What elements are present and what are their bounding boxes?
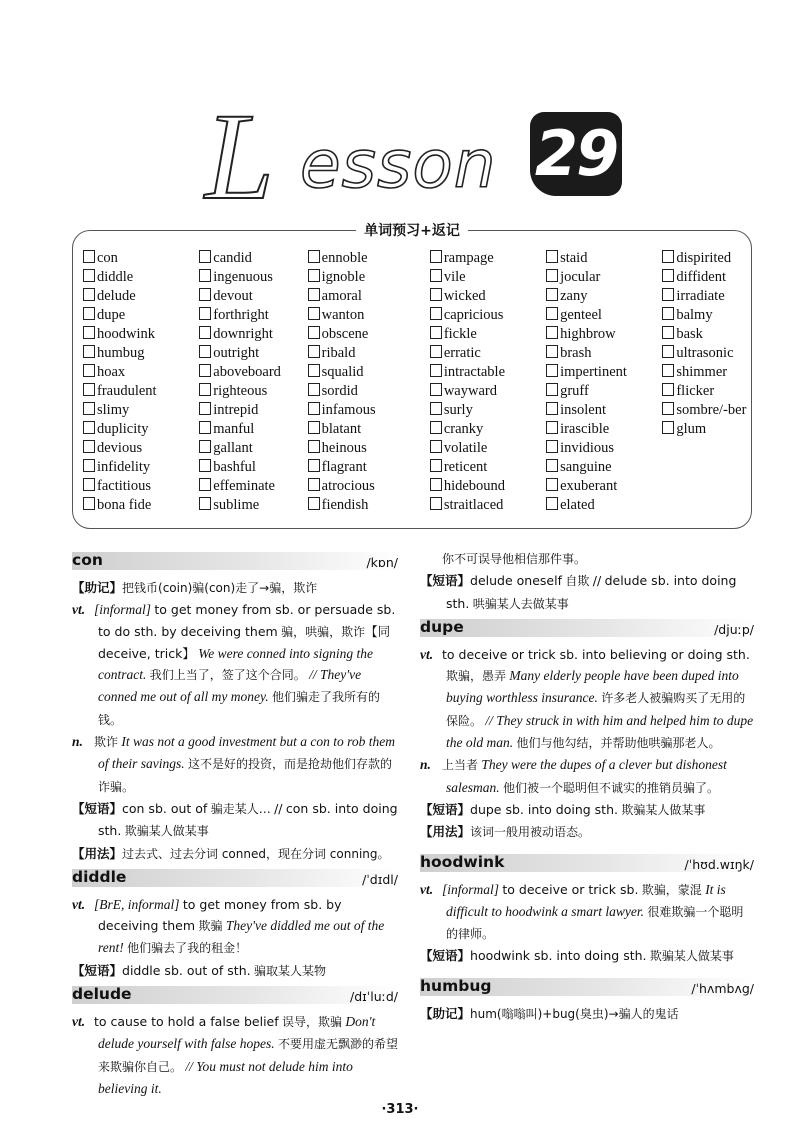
entry-head-humbug — [420, 976, 754, 1001]
phonetic: /djuːp/ — [714, 621, 754, 637]
definition-vt: vt. [informal] to deceive or trick sb. 欺骗，蒙混 It is difficult to hoodwink a smart lawyer. 很难欺骗一个聪明的律师。 — [420, 881, 744, 942]
vocab-checkbox-item[interactable]: exuberant — [546, 477, 662, 496]
vocab-checkbox-item[interactable]: fickle — [430, 325, 546, 344]
phrases: 【短语】con sb. out of 骗走某人… // con sb. into doing sth. 欺骗某人做某事 — [72, 800, 398, 839]
vocab-checkbox-item[interactable]: candid — [199, 249, 307, 268]
vocab-checkbox-item[interactable]: impertinent — [546, 363, 662, 382]
phrases: 【短语】delude oneself 自欺 // delude sb. into doing sth. 哄骗某人去做某事 — [420, 573, 737, 611]
vocab-preview-box — [72, 223, 752, 529]
vocab-checkbox-item[interactable]: humbug — [83, 344, 199, 363]
vocab-checkbox-item[interactable]: dispirited — [662, 249, 751, 268]
vocab-column — [308, 249, 430, 515]
vocab-checkbox-item[interactable]: irascible — [546, 420, 662, 439]
vocab-checkbox-item[interactable]: brash — [546, 344, 662, 363]
vocab-checkbox-item[interactable]: intractable — [430, 363, 546, 382]
vocab-checkbox-item[interactable]: devout — [199, 287, 307, 306]
vocab-checkbox-item[interactable]: irradiate — [662, 287, 751, 306]
vocab-checkbox-item[interactable]: infidelity — [83, 458, 199, 477]
vocab-checkbox-item[interactable]: hoax — [83, 363, 199, 382]
headword: dupe — [420, 617, 464, 636]
vocab-checkbox-item[interactable]: bona fide — [83, 496, 199, 515]
phonetic: /dɪˈluːd/ — [350, 989, 398, 1005]
lesson-title — [205, 88, 625, 225]
vocab-checkbox-item[interactable]: atrocious — [308, 477, 430, 496]
entry-head-dupe — [420, 617, 754, 642]
mnemonic: 【助记】hum(嗡嗡叫)+bug(臭虫)→骗人的鬼话 — [420, 1005, 679, 1021]
vocab-checkbox-item[interactable]: sordid — [308, 382, 430, 401]
vocab-column — [83, 249, 199, 515]
vocab-checkbox-item[interactable]: genteel — [546, 306, 662, 325]
vocab-checkbox-item[interactable]: ultrasonic — [662, 344, 751, 363]
continued-example: 你不可误导他相信那件事。 — [442, 552, 587, 566]
vocab-checkbox-item[interactable]: fiendish — [308, 496, 430, 515]
phonetic: /ˈhʊd.wɪŋk/ — [684, 856, 754, 872]
vocab-heading: 单词预习+返记 — [356, 223, 468, 239]
vocab-checkbox-item[interactable]: shimmer — [662, 363, 751, 382]
vocab-checkbox-item[interactable]: vile — [430, 268, 546, 287]
vocab-checkbox-item[interactable]: flagrant — [308, 458, 430, 477]
entry-head-diddle — [72, 867, 398, 892]
headword: hoodwink — [420, 852, 505, 871]
phonetic: /ˈhʌmbʌg/ — [691, 980, 754, 996]
title-initial: L — [205, 88, 274, 225]
vocab-checkbox-item[interactable]: bask — [662, 325, 751, 344]
vocab-columns — [83, 249, 751, 515]
vocab-checkbox-item[interactable]: rampage — [430, 249, 546, 268]
right-column — [420, 548, 754, 1025]
vocab-checkbox-item[interactable]: manful — [199, 420, 307, 439]
vocab-checkbox-item[interactable]: highbrow — [546, 325, 662, 344]
vocab-checkbox-item[interactable]: hoodwink — [83, 325, 199, 344]
headword: delude — [72, 985, 132, 1004]
headword: con — [72, 551, 103, 569]
vocab-checkbox-item[interactable]: ingenuous — [199, 268, 307, 287]
phonetic: /kɒn/ — [366, 555, 398, 570]
vocab-checkbox-item[interactable]: erratic — [430, 344, 546, 363]
vocab-checkbox-item[interactable]: con — [83, 249, 199, 268]
vocab-checkbox-item[interactable]: dupe — [83, 306, 199, 325]
vocab-column — [430, 249, 546, 515]
vocab-checkbox-item[interactable]: intrepid — [199, 401, 307, 420]
vocab-column — [546, 249, 662, 515]
left-column — [72, 548, 398, 1099]
vocab-checkbox-item[interactable]: hidebound — [430, 477, 546, 496]
page-number: ·313· — [381, 1102, 419, 1117]
vocab-checkbox-item[interactable]: capricious — [430, 306, 546, 325]
vocab-checkbox-item[interactable]: blatant — [308, 420, 430, 439]
definition-vt: vt. [BrE, informal] to get money from sb. by deceiving them 欺骗 They've diddled me out of the rent! 他们骗去了我的租金！ — [72, 896, 385, 956]
vocab-checkbox-item[interactable]: ignoble — [308, 268, 430, 287]
vocab-checkbox-item[interactable]: balmy — [662, 306, 751, 325]
headword: diddle — [72, 867, 127, 886]
vocab-checkbox-item[interactable]: straitlaced — [430, 496, 546, 515]
vocab-checkbox-item[interactable]: sanguine — [546, 458, 662, 477]
vocab-checkbox-item[interactable]: aboveboard — [199, 363, 307, 382]
vocab-checkbox-item[interactable]: diddle — [83, 268, 199, 287]
phonetic: /ˈdɪdl/ — [362, 871, 398, 887]
vocab-checkbox-item[interactable]: duplicity — [83, 420, 199, 439]
vocab-checkbox-item[interactable]: wanton — [308, 306, 430, 325]
vocab-column — [662, 249, 751, 515]
vocab-checkbox-item[interactable]: ennoble — [308, 249, 430, 268]
vocab-checkbox-item[interactable]: fraudulent — [83, 382, 199, 401]
vocab-checkbox-item[interactable]: infamous — [308, 401, 430, 420]
vocab-checkbox-item[interactable]: obscene — [308, 325, 430, 344]
vocab-checkbox-item[interactable]: righteous — [199, 382, 307, 401]
vocab-checkbox-item[interactable]: sublime — [199, 496, 307, 515]
vocab-checkbox-item[interactable]: insolent — [546, 401, 662, 420]
vocab-checkbox-item[interactable]: glum — [662, 420, 751, 439]
vocab-checkbox-item[interactable]: outright — [199, 344, 307, 363]
vocab-checkbox-item[interactable]: effeminate — [199, 477, 307, 496]
vocab-column — [199, 249, 307, 515]
vocab-checkbox-item[interactable]: devious — [83, 439, 199, 458]
vocab-checkbox-item[interactable]: bashful — [199, 458, 307, 477]
vocab-checkbox-item[interactable]: invidious — [546, 439, 662, 458]
vocab-checkbox-item[interactable]: amoral — [308, 287, 430, 306]
vocab-checkbox-item[interactable]: staid — [546, 249, 662, 268]
phrases: 【短语】dupe sb. into doing sth. 欺骗某人做某事 — [420, 801, 706, 817]
vocab-checkbox-item[interactable]: flicker — [662, 382, 751, 401]
vocab-checkbox-item[interactable]: elated — [546, 496, 662, 515]
vocab-checkbox-item[interactable]: jocular — [546, 268, 662, 287]
entry-head-delude — [72, 984, 398, 1009]
vocab-checkbox-item[interactable]: sombre/-ber — [662, 401, 751, 420]
usage: 【用法】该词一般用被动语态。 — [420, 824, 591, 840]
vocab-checkbox-item[interactable]: gallant — [199, 439, 307, 458]
vocab-checkbox-item[interactable]: forthright — [199, 306, 307, 325]
definition-vt: vt. [informal] to get money from sb. or persuade sb. to do sth. by deceiving them 骗，哄骗，欺诈【同 deceive, trick】 We were conned into signing the contract. 我们上当了，签了这个合同。 // They've conned me out of all my money. 他们骗走了我所有的钱。 — [72, 602, 396, 727]
vocab-checkbox-item[interactable]: surly — [430, 401, 546, 420]
definition-vt: vt. to cause to hold a false belief 误导，欺骗 Don't delude yourself with false hopes. 不要用虚无飘渺的希望来欺骗你自己。 // You must not delude him into believing it. — [72, 1014, 398, 1096]
definition-n: n. 欺诈 It was not a good investment but a con to rob them of their savings. 这不是好的投资，而是抢劫他们存款的诈骗。 — [72, 734, 395, 794]
phrases: 【短语】hoodwink sb. into doing sth. 欺骗某人做某事 — [420, 948, 734, 964]
vocab-checkbox-item[interactable]: slimy — [83, 401, 199, 420]
vocab-checkbox-item[interactable]: wicked — [430, 287, 546, 306]
mnemonic: 【助记】把钱币(coin)骗(con)走了→骗，欺诈 — [72, 580, 318, 595]
vocab-checkbox-item[interactable]: wayward — [430, 382, 546, 401]
vocab-checkbox-item[interactable]: diffident — [662, 268, 751, 287]
headword: humbug — [420, 976, 492, 995]
vocab-checkbox-item[interactable]: downright — [199, 325, 307, 344]
vocab-checkbox-item[interactable]: volatile — [430, 439, 546, 458]
title-rest: esson — [300, 126, 497, 203]
vocab-checkbox-item[interactable]: cranky — [430, 420, 546, 439]
definition-n: n. 上当者 They were the dupes of a clever but dishonest salesman. 他们被一个聪明但不诚实的推销员骗了。 — [420, 757, 727, 795]
vocab-checkbox-item[interactable]: ribald — [308, 344, 430, 363]
vocab-checkbox-item[interactable]: gruff — [546, 382, 662, 401]
entry-head-con — [72, 550, 398, 575]
vocab-checkbox-item[interactable]: zany — [546, 287, 662, 306]
usage: 【用法】过去式、过去分词 conned，现在分词 conning。 — [72, 845, 390, 861]
vocab-checkbox-item[interactable]: delude — [83, 287, 199, 306]
lesson-number-badge: 29 — [530, 112, 622, 196]
vocab-checkbox-item[interactable]: heinous — [308, 439, 430, 458]
entry-head-hoodwink — [420, 852, 754, 877]
definition-vt: vt. to deceive or trick sb. into believing or doing sth. 欺骗，愚弄 Many elderly people have been duped into buying worthless insurance. 许多老人被骗购买了无用的保险。 // They struck in with him and helped him to dupe the old man. 他们与他勾结，并帮助他哄骗那老人。 — [420, 646, 754, 751]
phrases: 【短语】diddle sb. out of sth. 骗取某人某物 — [72, 962, 326, 978]
vocab-checkbox-item[interactable]: reticent — [430, 458, 546, 477]
vocab-checkbox-item[interactable]: factitious — [83, 477, 199, 496]
vocab-checkbox-item[interactable]: squalid — [308, 363, 430, 382]
